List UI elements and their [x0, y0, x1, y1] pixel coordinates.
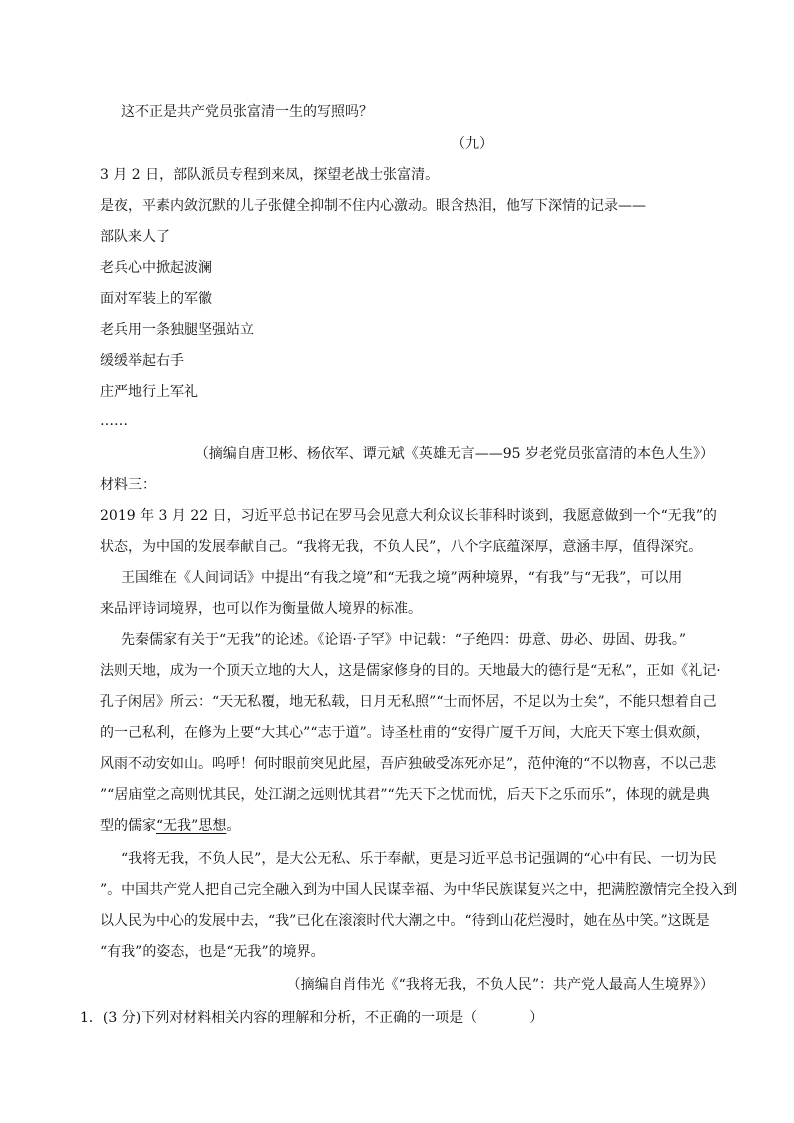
- section-intro: 这不正是共产党员张富清一生的写照吗？: [121, 104, 373, 120]
- poem-line: 老兵用一条独腿坚强站立: [100, 322, 254, 338]
- material-three-title: 材料三：: [100, 477, 156, 493]
- poem-line: 面对军装上的军徽: [100, 291, 212, 307]
- paragraph-line: 以人民为中心的发展中去，“我”已化在滚滚时代大潮之中。“待到山花烂漫时，她在丛中笑。”这既是: [100, 913, 710, 929]
- question-close: ）: [529, 1010, 544, 1026]
- paragraph-line: 2019 年 3 月 22 日，习近平总书记在罗马会见意大利众议长菲科时谈到，我愿意做到一个“无我”的: [100, 508, 717, 524]
- paragraph-line: 来品评诗词境界，也可以作为衡量做人境界的标准。: [100, 601, 422, 617]
- paragraph-line: 王国维在《人间词话》中提出“有我之境”和“无我之境”两种境界，“有我”与“无我”，可以用: [121, 570, 683, 586]
- story-line-1: 3 月 2 日，部队派员专程到来凤，探望老战士张富清。: [100, 167, 440, 183]
- paragraph-line: “我将无我，不负人民”，是大公无私、乐于奉献，更是习近平总书记强调的“心中有民、一切为民: [121, 851, 717, 867]
- story-line-2: 是夜，平素内敛沉默的儿子张健全抑制不住内心激动。眼含热泪，他写下深情的记录——: [100, 198, 646, 214]
- text-span: 型的儒家: [100, 818, 156, 834]
- paragraph-line: 孔子闲居》所云：“天无私覆，地无私载，日月无私照”“士而怀居，不足以为士矣”，不能只想着自己: [100, 694, 717, 710]
- question-text: 1．(3 分)下列对材料相关内容的理解和分析，不正确的一项是（: [80, 1010, 478, 1026]
- source-citation-2: （摘编自唐卫彬、杨依军、谭元斌《英雄无言——95 岁老党员张富清的本色人生》）: [194, 446, 714, 462]
- poem-line: 老兵心中掀起波澜: [100, 260, 212, 276]
- poem-ellipsis: ……: [100, 413, 128, 429]
- poem-line: 部队来人了: [100, 229, 170, 245]
- poem-line: 缓缓举起右手: [100, 353, 184, 369]
- question-1: [80, 1008, 543, 1028]
- paragraph-line: ”“居庙堂之高则忧其民，处江湖之远则忧其君”“先天下之忧而忧，后天下之乐而乐”，体现的就是典: [100, 787, 710, 803]
- paragraph-line: 风雨不动安如山。呜呼！何时眼前突见此屋，吾庐独破受冻死亦足”，范仲淹的“不以物喜，不以己悲: [100, 756, 717, 772]
- chapter-heading: （九）: [451, 136, 493, 152]
- paragraph-line: 的一己私利，在修为上要“大其心”“志于道”。诗圣杜甫的“安得广厦千万间，大庇天下寒士俱欢颜，: [100, 725, 710, 741]
- text-span: 。: [226, 818, 241, 834]
- underlined-phrase: “无我”思想: [156, 818, 227, 834]
- paragraph-line: [100, 816, 240, 836]
- paragraph-line: 法则天地，成为一个顶天立地的大人，这是儒家修身的目的。天地最大的德行是“无私”，正如《礼记·: [100, 663, 721, 679]
- poem-line: 庄严地行上军礼: [100, 384, 198, 400]
- paragraph-line: “有我”的姿态，也是“无我”的境界。: [100, 944, 325, 960]
- paragraph-line: 先秦儒家有关于“无我”的论述。《论语·子罕》中记载：“子绝四：毋意、毋必、毋固、毋我。”: [121, 632, 687, 648]
- paragraph-line: ”。中国共产党人把自己完全融入到为中国人民谋幸福、为中华民族谋复兴之中，把满腔激情完全投入到: [100, 882, 738, 898]
- source-citation-3: （摘编自肖伟光《“我将无我，不负人民”：共产党人最高人生境界》）: [286, 977, 714, 993]
- paragraph-line: 状态，为中国的发展奉献自己。“我将无我，不负人民”，八个字底蕴深厚，意涵丰厚，值得深究。: [100, 539, 703, 555]
